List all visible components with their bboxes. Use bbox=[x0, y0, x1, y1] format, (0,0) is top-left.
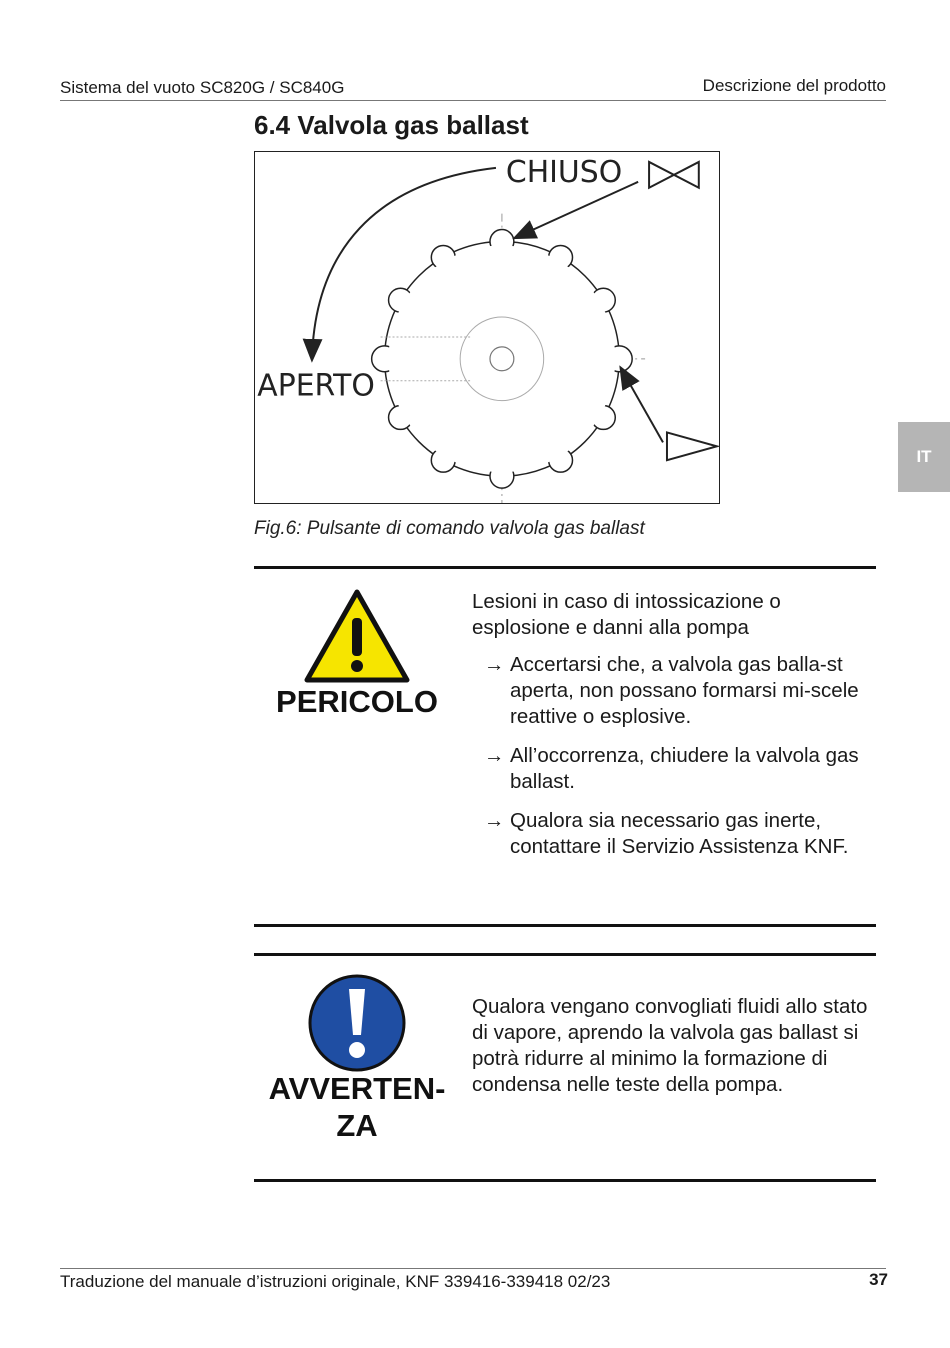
label-closed: CHIUSO bbox=[505, 154, 623, 190]
header-divider bbox=[60, 100, 886, 101]
footer-document-reference: Traduzione del manuale d’istruzioni originale, KNF 339416-339418 02/23 bbox=[60, 1272, 611, 1291]
danger-bottom-rule bbox=[254, 924, 876, 927]
valve-figure bbox=[254, 151, 720, 504]
danger-signal-word: PERICOLO bbox=[276, 684, 438, 719]
danger-triangle-icon bbox=[303, 588, 411, 686]
footer-divider bbox=[60, 1268, 886, 1269]
valve-knob-diagram bbox=[255, 152, 719, 503]
warning-text: Qualora vengano convogliati fluidi allo stato di vapore, aprendo la valvola gas ballast si potrà ridurre al minimo la formazione di condensa nelle teste della pompa. bbox=[472, 995, 868, 1096]
mandatory-exclamation-icon bbox=[307, 973, 407, 1073]
warning-signal-word: AVVERTEN- ZA bbox=[268, 1071, 446, 1143]
header-right-section: Descrizione del prodotto bbox=[702, 76, 886, 95]
label-open: APERTO bbox=[257, 368, 375, 404]
language-tab: IT bbox=[898, 422, 950, 492]
warning-bottom-rule bbox=[254, 1179, 876, 1182]
danger-bullet: → All’occorrenza, chiudere la valvola gas ballast. bbox=[484, 744, 859, 793]
danger-headline: Lesioni in caso di intossicazione o esplosione e danni alla pompa bbox=[472, 590, 781, 639]
arrow-right-icon: → bbox=[484, 809, 505, 832]
arrow-right-icon: → bbox=[484, 653, 505, 676]
arrow-right-icon: → bbox=[484, 744, 505, 767]
page-number: 37 bbox=[869, 1270, 888, 1289]
danger-content bbox=[472, 589, 876, 860]
warning-top-rule bbox=[254, 953, 876, 956]
danger-bullet: → Accertarsi che, a valvola gas balla-st aperta, non possano formarsi mi-scele reattive o esplosive. bbox=[484, 653, 859, 728]
section-title: 6.4 Valvola gas ballast bbox=[254, 110, 529, 140]
header-left-title: Sistema del vuoto SC820G / SC840G bbox=[60, 78, 345, 97]
figure-caption: Fig.6: Pulsante di comando valvola gas ballast bbox=[254, 518, 645, 539]
knob-outline bbox=[372, 230, 633, 489]
danger-bullet: → Qualora sia necessario gas inerte, contattare il Servizio Assistenza KNF. bbox=[484, 809, 849, 858]
danger-top-rule bbox=[254, 566, 876, 569]
